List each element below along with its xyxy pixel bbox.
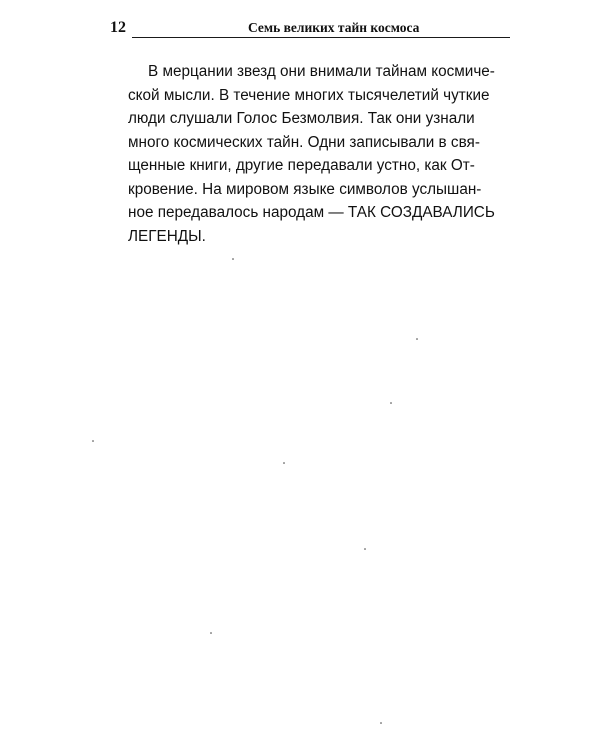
scan-speck: [380, 722, 382, 724]
header-rule: [132, 37, 510, 38]
text-line: люди слушали Голос Безмолвия. Так они узнали: [128, 110, 475, 127]
scan-speck: [232, 258, 234, 260]
text-line: щенные книги, другие передавали устно, как От-: [128, 157, 475, 174]
page-header: [110, 18, 510, 38]
scan-speck: [210, 632, 212, 634]
text-line: ской мысли. В течение многих тысячелетий чуткие: [128, 86, 490, 104]
running-title: Семь великих тайн космоса: [248, 20, 420, 35]
page-number: 12: [110, 19, 126, 36]
text-line: ЛЕГЕНДЫ.: [128, 227, 206, 245]
scan-speck: [92, 440, 94, 442]
text-line: кровение. На мировом языке символов услышан-: [128, 180, 482, 198]
text-line: В мерцании звезд они внимали тайнам космиче-: [148, 63, 495, 80]
text-line: ное передавалось народам — ТАК СОЗДАВАЛИСЬ: [128, 204, 495, 221]
paragraph: [128, 60, 518, 248]
scan-speck: [364, 548, 366, 550]
scan-speck: [283, 462, 285, 464]
text-line: много космических тайн. Одни записывали в свя-: [128, 133, 480, 151]
scan-speck: [416, 338, 418, 340]
scan-speck: [390, 402, 392, 404]
